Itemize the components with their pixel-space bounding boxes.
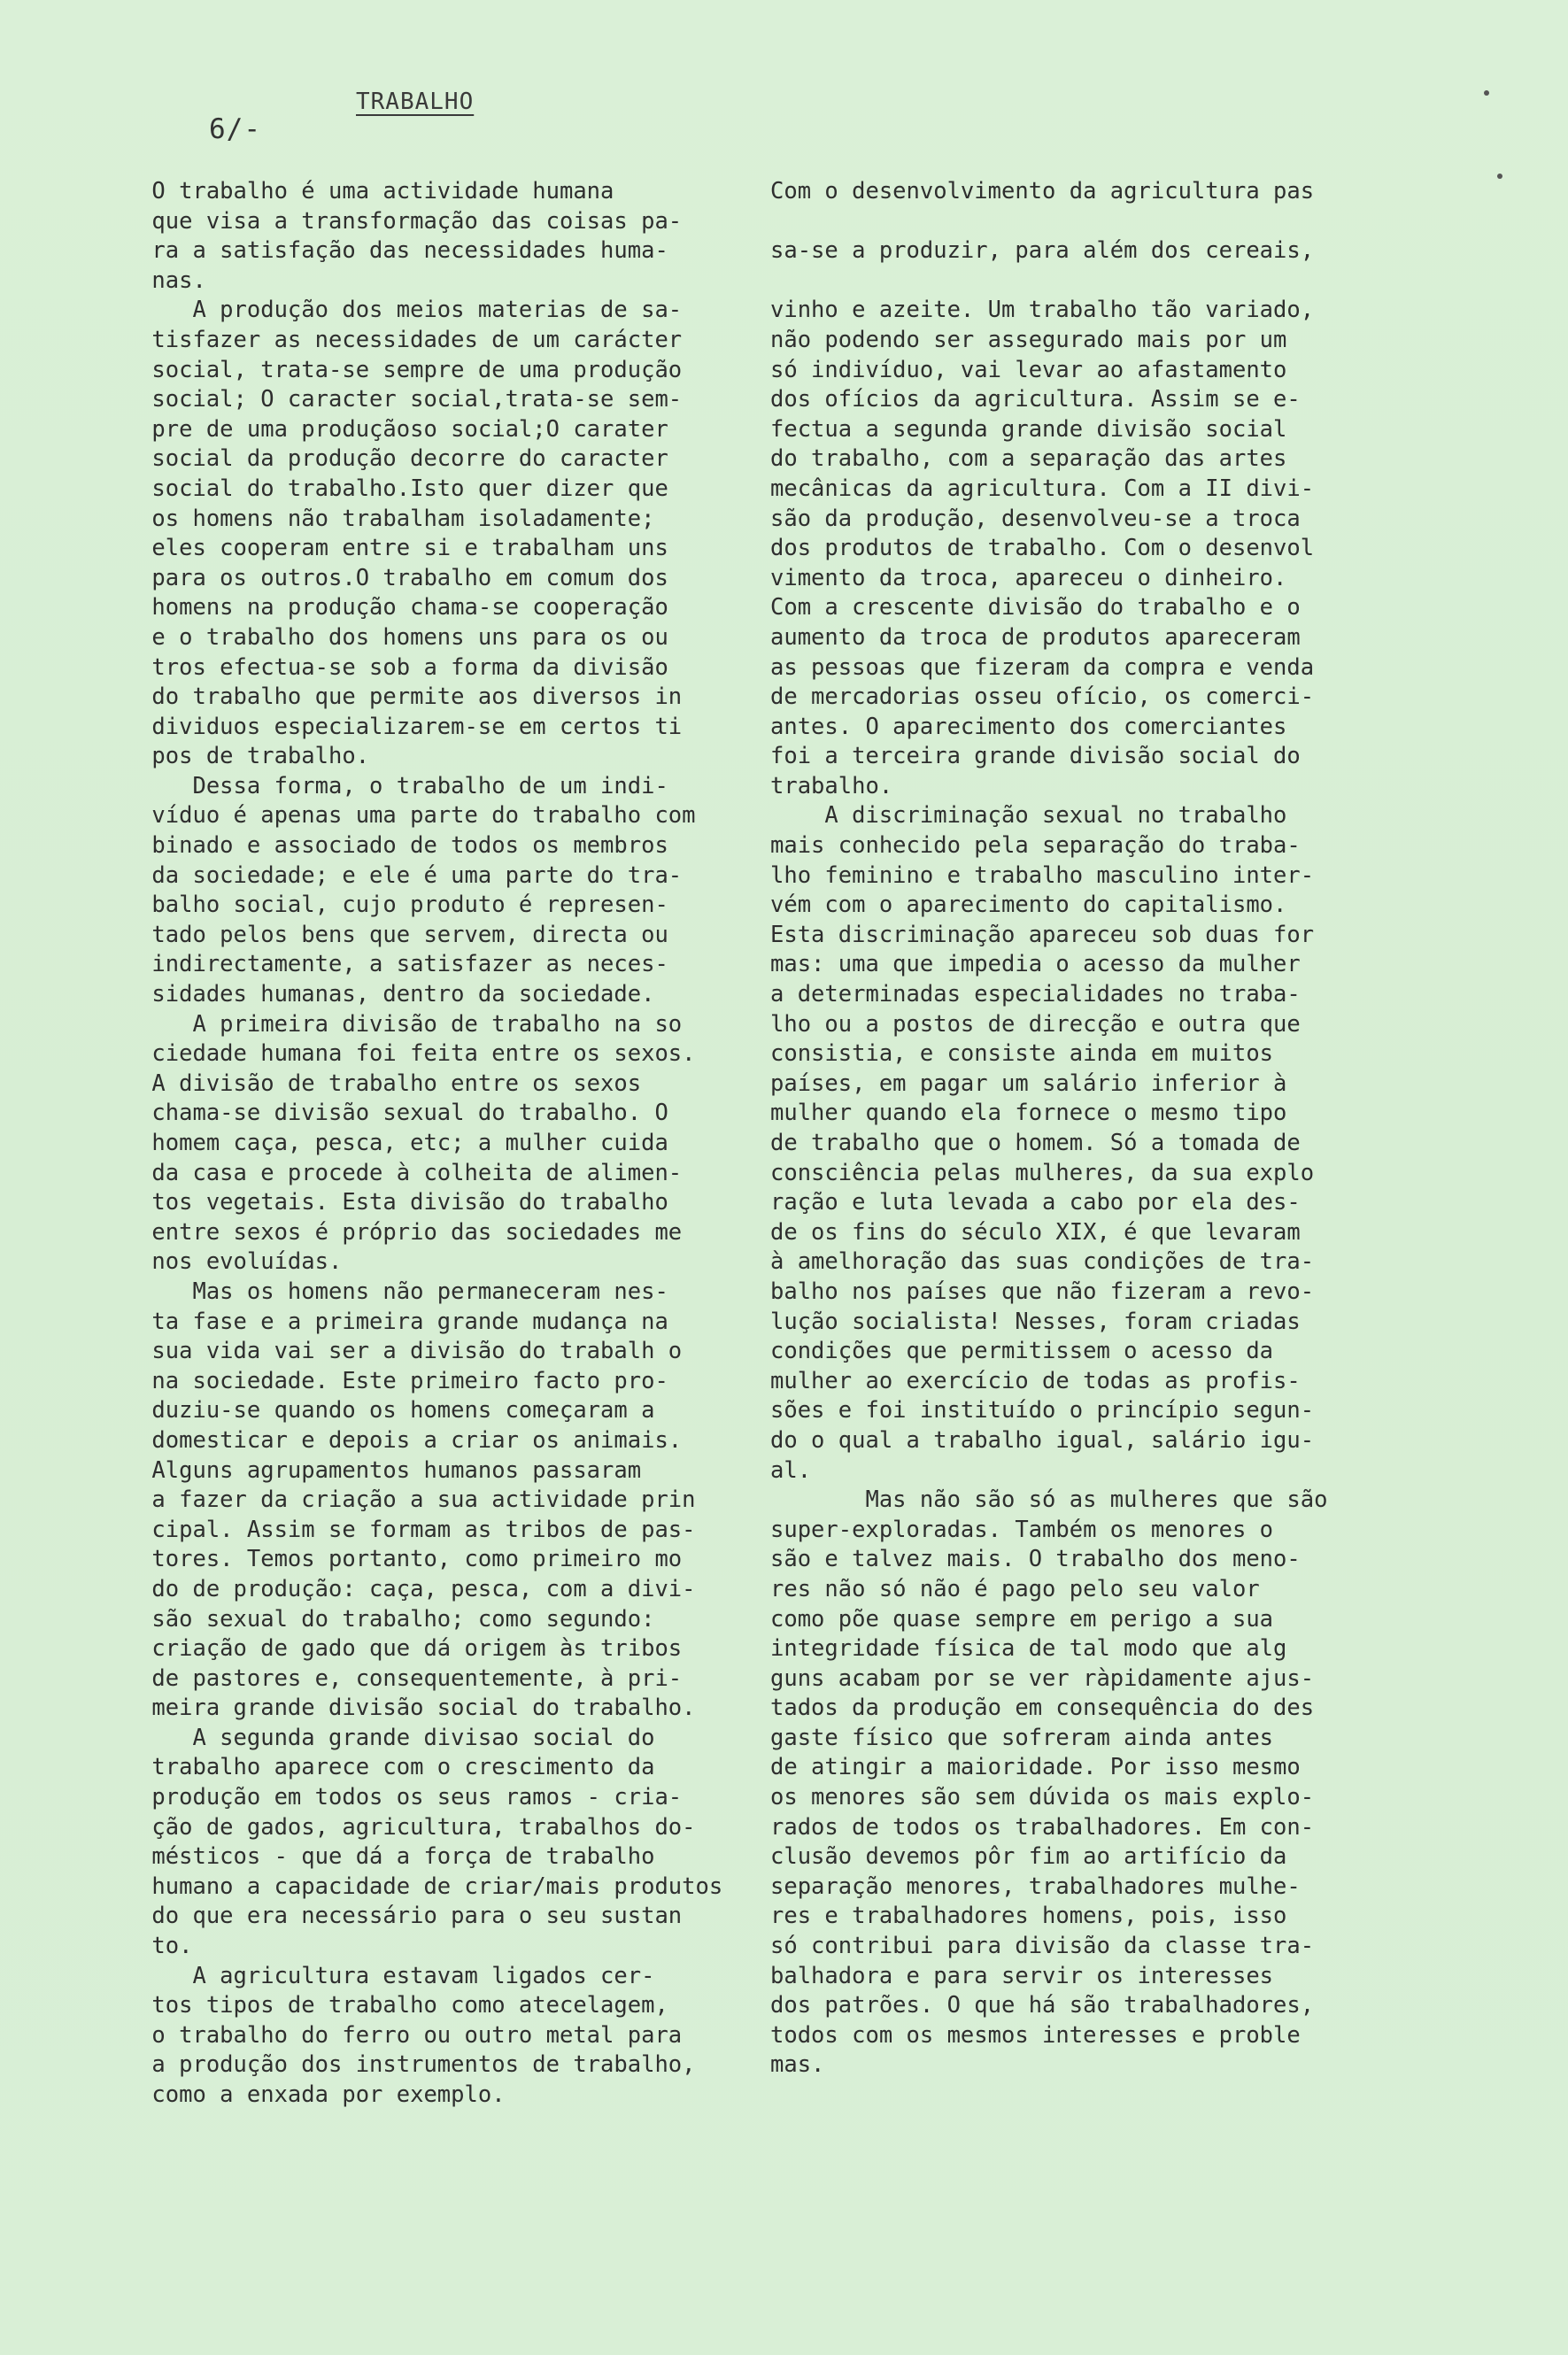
text-line: sidades humanas, dentro da sociedade. bbox=[97, 981, 655, 1008]
text-line: condições que permitissem o acesso da bbox=[770, 1338, 1274, 1365]
text-line: como a enxada por exemplo. bbox=[97, 2081, 506, 2108]
text-line: aumento da troca de produtos apareceram bbox=[770, 623, 1301, 651]
text-line: ração e luta levada a cabo por ela des- bbox=[770, 1189, 1301, 1216]
text-line: dos ofícios da agricultura. Assim se e- bbox=[770, 386, 1301, 413]
text-line: sões e foi instituído o princípio segun- bbox=[770, 1397, 1315, 1425]
text-line: super-exploradas. Também os menores o bbox=[770, 1516, 1274, 1543]
text-line: vinho e azeite. Um trabalho tão variado, bbox=[770, 297, 1315, 324]
text-line: à amelhoração das suas condições de tra- bbox=[770, 1248, 1315, 1276]
text-line: lho ou a postos de direcção e outra que bbox=[770, 1010, 1301, 1038]
text-line: balho nos países que não fizeram a revo- bbox=[770, 1278, 1315, 1305]
text-line: guns acabam por se ver ràpidamente ajus- bbox=[770, 1664, 1315, 1692]
text-line: tros efectua-se sob a forma da divisão bbox=[97, 653, 668, 681]
text-line: os menores são sem dúvida os mais explo- bbox=[770, 1784, 1315, 1811]
text-line: A primeira divisão de trabalho na so bbox=[97, 1010, 683, 1038]
text-line: dos patrões. O que há são trabalhadores, bbox=[770, 1992, 1315, 2019]
text-line: A produção dos meios materias de sa- bbox=[97, 297, 683, 324]
text-line: só indivíduo, vai levar ao afastamento bbox=[770, 356, 1287, 383]
speck-mark bbox=[1484, 90, 1489, 96]
text-line: de mercadorias osseu ofício, os comerci- bbox=[770, 683, 1315, 711]
text-line: duziu-se quando os homens começaram a bbox=[97, 1397, 655, 1425]
text-line: os homens não trabalham isoladamente; bbox=[97, 505, 655, 532]
text-line: tos vegetais. Esta divisão do trabalho bbox=[97, 1189, 668, 1216]
text-line: ta fase e a primeira grande mudança na bbox=[97, 1308, 668, 1335]
text-line: res não só não é pago pelo seu valor bbox=[770, 1575, 1260, 1602]
text-line: da casa e procede à colheita de alimen- bbox=[97, 1159, 683, 1186]
text-line: A divisão de trabalho entre os sexos bbox=[97, 1069, 642, 1097]
text-line: nos evoluídas. bbox=[97, 1248, 343, 1276]
text-line: da sociedade; e ele é uma parte do tra- bbox=[97, 861, 683, 889]
text-line: tisfazer as necessidades de um carácter bbox=[97, 326, 683, 353]
text-line: A agricultura estavam ligados cer- bbox=[97, 1962, 655, 1989]
text-line: para os outros.O trabalho em comum dos bbox=[97, 564, 668, 591]
text-line: mas: uma que impedia o acesso da mulher bbox=[770, 951, 1301, 978]
text-line: de pastores e, consequentemente, à pri- bbox=[97, 1664, 683, 1692]
text-line: mulher quando ela fornece o mesmo tipo bbox=[770, 1100, 1287, 1127]
text-line: foi a terceira grande divisão social do bbox=[770, 743, 1301, 770]
text-line: tado pelos bens que servem, directa ou bbox=[97, 921, 668, 948]
text-line: do trabalho, com a separação das artes bbox=[770, 445, 1287, 473]
text-line: gaste físico que sofreram ainda antes bbox=[770, 1724, 1274, 1751]
text-line: social, trata-se sempre de uma produção bbox=[97, 356, 683, 383]
text-line: dos produtos de trabalho. Com o desenvol bbox=[770, 535, 1315, 562]
text-line: ciedade humana foi feita entre os sexos. bbox=[97, 1040, 696, 1068]
text-line bbox=[770, 266, 1470, 297]
text-line: são e talvez mais. O trabalho dos meno- bbox=[770, 1546, 1301, 1573]
text-line: do trabalho que permite aos diversos in bbox=[97, 683, 683, 711]
text-line: mésticos - que dá a força de trabalho bbox=[97, 1843, 655, 1871]
text-line: do de produção: caça, pesca, com a divi- bbox=[97, 1575, 696, 1602]
text-line: países, em pagar um salário inferior à bbox=[770, 1069, 1287, 1097]
text-line: e o trabalho dos homens uns para os ou bbox=[97, 623, 668, 651]
text-line: a determinadas especialidades no traba- bbox=[770, 981, 1301, 1008]
text-line: consciência pelas mulheres, da sua explo bbox=[770, 1159, 1315, 1186]
text-line: O trabalho é uma actividade humana bbox=[97, 178, 614, 205]
text-line: social da produção decorre do caracter bbox=[97, 445, 668, 473]
text-line: Com a crescente divisão do trabalho e o bbox=[770, 594, 1301, 622]
text-line: binado e associado de todos os membros bbox=[97, 832, 668, 860]
text-line: clusão devemos pôr fim ao artifício da bbox=[770, 1843, 1287, 1871]
text-line: Alguns agrupamentos humanos passaram bbox=[97, 1456, 642, 1484]
text-line: do que era necessário para o seu sustan bbox=[97, 1903, 683, 1930]
text-line: ra a satisfação das necessidades huma- bbox=[97, 237, 668, 265]
text-line: rados de todos os trabalhadores. Em con- bbox=[770, 1813, 1315, 1841]
text-line: integridade física de tal modo que alg bbox=[770, 1635, 1287, 1663]
text-line: de os fins do século XIX, é que levaram bbox=[770, 1218, 1301, 1246]
text-line: só contribui para divisão da classe tra- bbox=[770, 1933, 1315, 1960]
text-line: pos de trabalho. bbox=[97, 743, 370, 770]
text-line: são da produção, desenvolveu-se a troca bbox=[770, 505, 1301, 532]
text-line: chama-se divisão sexual do trabalho. O bbox=[97, 1100, 668, 1127]
text-line: mais conhecido pela separação do traba- bbox=[770, 832, 1301, 860]
text-line: como põe quase sempre em perigo a sua bbox=[770, 1605, 1274, 1633]
text-line: separação menores, trabalhadores mulhe- bbox=[770, 1872, 1301, 1900]
text-line: al. bbox=[770, 1456, 812, 1484]
text-line: mecânicas da agricultura. Com a II divi- bbox=[770, 475, 1315, 502]
text-line: homem caça, pesca, etc; a mulher cuida bbox=[97, 1130, 668, 1156]
text-line: Dessa forma, o trabalho de um indi- bbox=[97, 772, 668, 799]
text-line: balho social, cujo produto é represen- bbox=[97, 892, 668, 919]
text-line: trabalho. bbox=[770, 772, 893, 799]
text-line: produção em todos os seus ramos - cria- bbox=[97, 1784, 683, 1811]
text-line: to. bbox=[97, 1933, 193, 1960]
text-line: a produção dos instrumentos de trabalho, bbox=[97, 2051, 696, 2079]
text-line: A discriminação sexual no trabalho bbox=[770, 802, 1287, 830]
text-line: A segunda grande divisao social do bbox=[97, 1724, 655, 1751]
text-line: Com o desenvolvimento da agricultura pas bbox=[770, 178, 1315, 205]
text-line: consistia, e consiste ainda em muitos bbox=[770, 1040, 1274, 1068]
text-line: res e trabalhadores homens, pois, isso bbox=[770, 1903, 1287, 1930]
text-line: vém com o aparecimento do capitalismo. bbox=[770, 892, 1287, 919]
text-line: social do trabalho.Isto quer dizer que bbox=[97, 475, 668, 502]
text-line: sa-se a produzir, para além dos cereais, bbox=[770, 237, 1315, 265]
text-line: sua vida vai ser a divisão do trabalh o bbox=[97, 1338, 683, 1365]
text-line: tos tipos de trabalho como atecelagem, bbox=[97, 1992, 668, 2019]
text-line: nas. bbox=[97, 266, 206, 294]
text-line: a fazer da criação a sua actividade prin bbox=[97, 1486, 696, 1514]
text-line: humano a capacidade de criar/mais produtos bbox=[97, 1872, 723, 1900]
text-line: dividuos especializarem-se em certos ti bbox=[97, 713, 683, 740]
text-line: trabalho aparece com o crescimento da bbox=[97, 1754, 655, 1781]
text-line: de trabalho que o homem. Só a tomada de bbox=[770, 1130, 1301, 1156]
text-line: lho feminino e trabalho masculino inter- bbox=[770, 861, 1315, 889]
text-line: ção de gados, agricultura, trabalhos do- bbox=[97, 1813, 696, 1841]
text-line: mas. bbox=[770, 2051, 825, 2079]
text-line: criação de gado que dá origem às tribos bbox=[97, 1635, 683, 1663]
text-line: cipal. Assim se formam as tribos de pas- bbox=[97, 1516, 696, 1543]
text-line: tores. Temos portanto, como primeiro mo bbox=[97, 1546, 683, 1573]
text-line: eles cooperam entre si e trabalham uns bbox=[97, 535, 668, 562]
text-line: Mas não são só as mulheres que são bbox=[770, 1486, 1328, 1514]
left-text-column bbox=[97, 177, 770, 2111]
text-line bbox=[770, 207, 1470, 237]
page-number: 6/- bbox=[209, 113, 261, 145]
text-line: social; O caracter social,trata-se sem- bbox=[97, 386, 683, 413]
text-line: o trabalho do ferro ou outro metal para bbox=[97, 2021, 683, 2049]
text-line: são sexual do trabalho; como segundo: bbox=[97, 1605, 655, 1633]
text-line: Mas os homens não permaneceram nes- bbox=[97, 1278, 668, 1305]
text-line: víduo é apenas uma parte do trabalho com bbox=[97, 802, 696, 830]
text-line: domesticar e depois a criar os animais. bbox=[97, 1426, 683, 1454]
text-line: balhadora e para servir os interesses bbox=[770, 1962, 1274, 1989]
text-line: antes. O aparecimento dos comerciantes bbox=[770, 713, 1287, 740]
text-line: de atingir a maioridade. Por isso mesmo bbox=[770, 1754, 1301, 1781]
text-line: pre de uma produçãoso social;O carater bbox=[97, 415, 668, 443]
text-line: lução socialista! Nesses, foram criadas bbox=[770, 1308, 1301, 1335]
text-line: que visa a transformação das coisas pa- bbox=[97, 207, 683, 235]
text-line: as pessoas que fizeram da compra e venda bbox=[770, 653, 1315, 681]
page-title: TRABALHO bbox=[356, 89, 475, 115]
right-text-column bbox=[770, 177, 1470, 2081]
text-line: entre sexos é próprio das sociedades me bbox=[97, 1218, 683, 1246]
text-line: indirectamente, a satisfazer as neces- bbox=[97, 951, 668, 978]
text-line: tados da produção em consequência do des bbox=[770, 1695, 1315, 1722]
text-line: não podendo ser assegurado mais por um bbox=[770, 326, 1287, 353]
text-line: do o qual a trabalho igual, salário igu- bbox=[770, 1426, 1315, 1454]
text-line: Esta discriminação apareceu sob duas for bbox=[770, 921, 1315, 948]
text-line: mulher ao exercício de todas as profis- bbox=[770, 1367, 1301, 1394]
text-line: vimento da troca, apareceu o dinheiro. bbox=[770, 564, 1287, 591]
speck-mark bbox=[1497, 174, 1502, 179]
text-line: homens na produção chama-se cooperação bbox=[97, 594, 668, 622]
text-line: todos com os mesmos interesses e proble bbox=[770, 2021, 1301, 2049]
text-line: fectua a segunda grande divisão social bbox=[770, 415, 1287, 443]
text-line: na sociedade. Este primeiro facto pro- bbox=[97, 1367, 668, 1394]
text-line: meira grande divisão social do trabalho. bbox=[97, 1695, 696, 1722]
